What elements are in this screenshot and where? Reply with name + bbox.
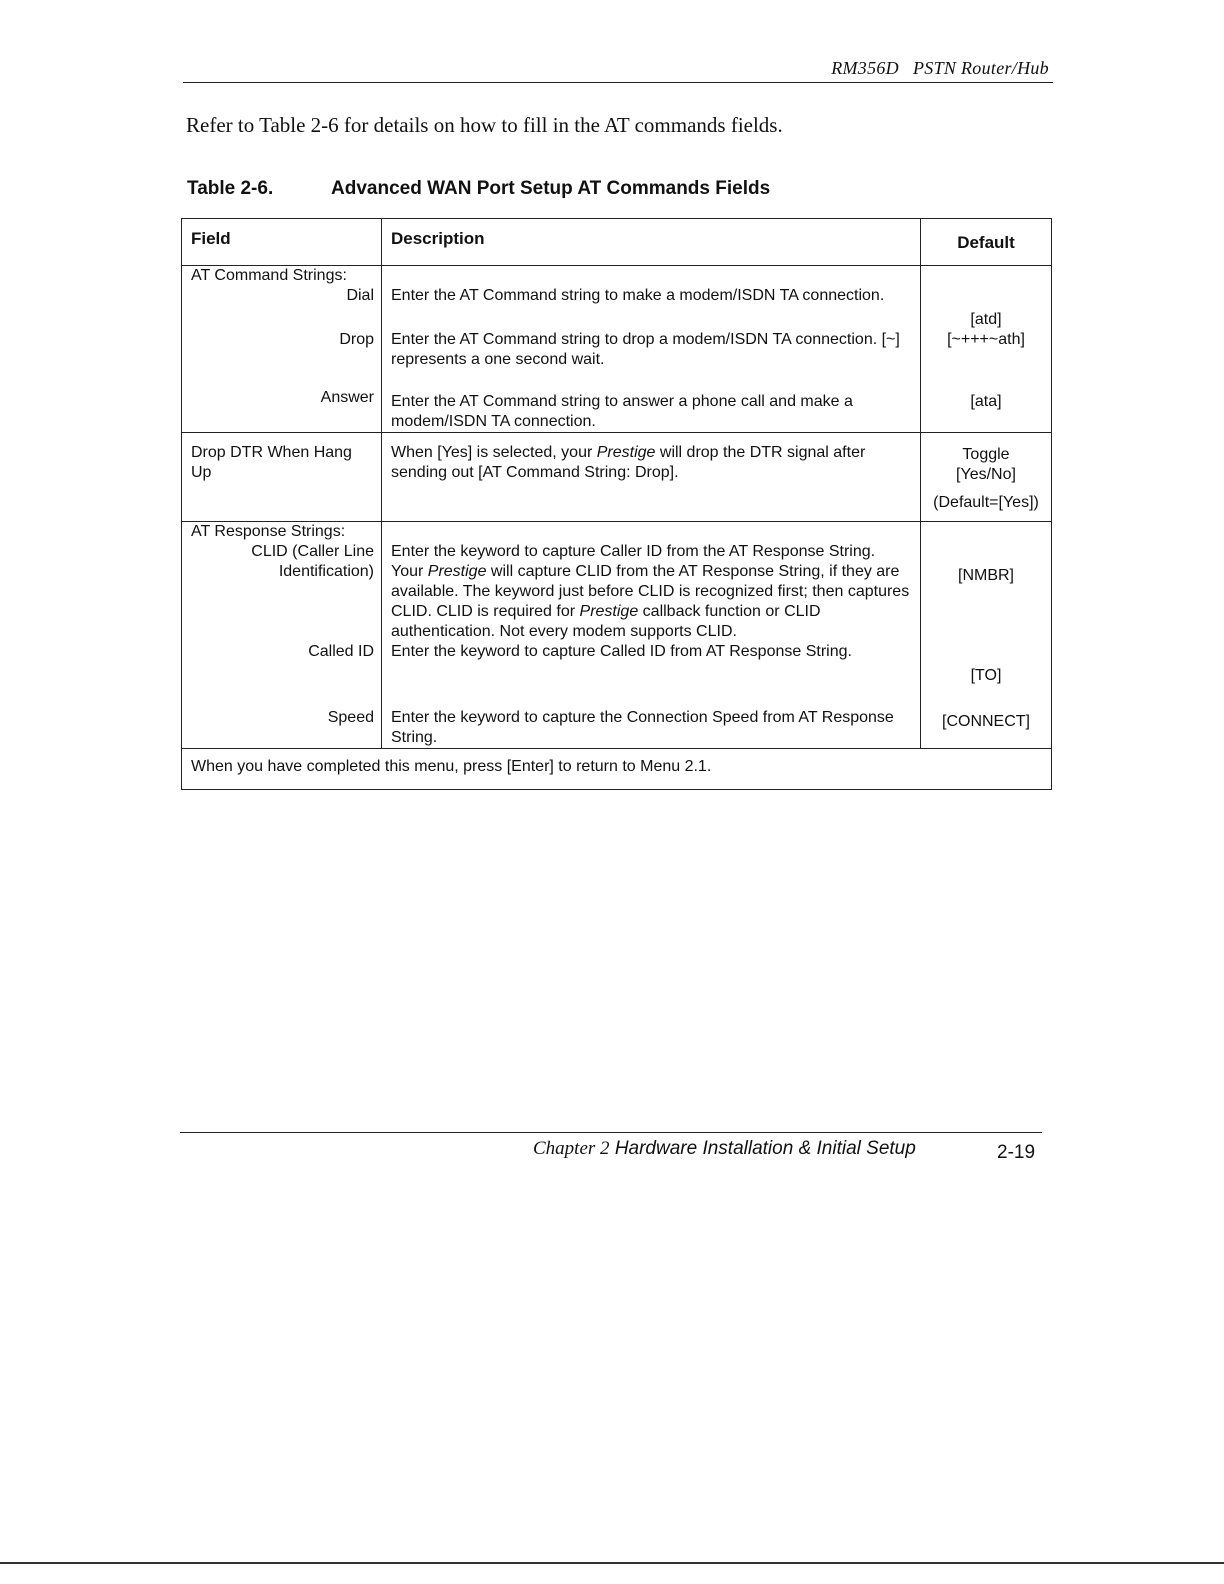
default-called-id: [TO] (921, 642, 1052, 686)
footer-rule (180, 1132, 1042, 1133)
table-footer-note: When you have completed this menu, press [Enter] to return to Menu 2.1. (182, 749, 1052, 790)
table-row (182, 370, 1052, 433)
section-heading-at-command: AT Command Strings: (182, 266, 382, 287)
table-title: Advanced WAN Port Setup AT Commands Fields (331, 178, 771, 199)
footer-title: Hardware Installation & Initial Setup (614, 1138, 916, 1159)
field-called-id: Called ID (182, 642, 382, 686)
page-number: 2-19 (997, 1142, 1036, 1163)
desc-drop: Enter the AT Command string to drop a modem/ISDN TA connection. [~] represents a one second wait. (382, 330, 921, 370)
field-speed: Speed (182, 686, 382, 749)
default-drop-dtr: Toggle [Yes/No] (Default=[Yes]) (921, 433, 1052, 522)
table-header-row (182, 219, 1052, 266)
table-row (182, 522, 1052, 543)
desc-speed: Enter the keyword to capture the Connection Speed from AT Response String. (382, 686, 921, 749)
section-heading-at-response: AT Response Strings: (182, 522, 382, 543)
table-caption (187, 178, 770, 200)
desc-drop-dtr: When [Yes] is selected, your Prestige will drop the DTR signal after sending out [AT Command String: Drop]. (382, 433, 921, 522)
table-number: Table 2-6. (187, 178, 274, 199)
desc-clid: Enter the keyword to capture Caller ID from the AT Response String. Your Prestige will capture CLID from the AT Response String, if they are available. The keyword just before CLID is recognized first; then captures CLID. CLID is required for Prestige callback function or CLID authentication. Not every modem supports CLID. (382, 542, 921, 642)
intro-paragraph: Refer to Table 2-6 for details on how to fill in the AT commands fields. (186, 113, 783, 137)
default-dial: [atd] (921, 286, 1052, 330)
product-name: Prestige (427, 563, 487, 580)
column-header-description: Description (382, 219, 921, 266)
default-drop: [~+++~ath] (921, 330, 1052, 370)
desc-answer: Enter the AT Command string to answer a phone call and make a modem/ISDN TA connection. (382, 370, 921, 433)
product-name: Prestige (596, 444, 656, 461)
running-header (831, 58, 1049, 79)
field-drop: Drop (182, 330, 382, 370)
field-dial: Dial (182, 286, 382, 330)
field-clid: CLID (Caller Line Identification) (182, 542, 382, 642)
table-row (182, 433, 1052, 522)
scan-edge-line (0, 1562, 1224, 1564)
table-row (182, 642, 1052, 686)
table-footer-row (182, 749, 1052, 790)
header-product: RM356D (831, 58, 899, 78)
header-title: PSTN Router/Hub (912, 58, 1049, 78)
table-row (182, 686, 1052, 749)
table-row (182, 542, 1052, 642)
table-row (182, 330, 1052, 370)
field-answer: Answer (182, 370, 382, 433)
header-rule (183, 82, 1053, 83)
default-speed: [CONNECT] (921, 686, 1052, 749)
running-footer (533, 1138, 916, 1160)
field-drop-dtr: Drop DTR When Hang Up (182, 433, 382, 522)
column-header-field: Field (182, 219, 382, 266)
default-answer: [ata] (921, 370, 1052, 433)
table-row (182, 266, 1052, 287)
column-header-default: Default (921, 219, 1052, 266)
table-row (182, 286, 1052, 330)
desc-called-id: Enter the keyword to capture Called ID from AT Response String. (382, 642, 921, 686)
default-clid: [NMBR] (921, 542, 1052, 642)
at-commands-table (181, 218, 1052, 790)
desc-dial: Enter the AT Command string to make a modem/ISDN TA connection. (382, 286, 921, 330)
footer-chapter: Chapter 2 (533, 1138, 610, 1159)
product-name: Prestige (579, 603, 639, 620)
